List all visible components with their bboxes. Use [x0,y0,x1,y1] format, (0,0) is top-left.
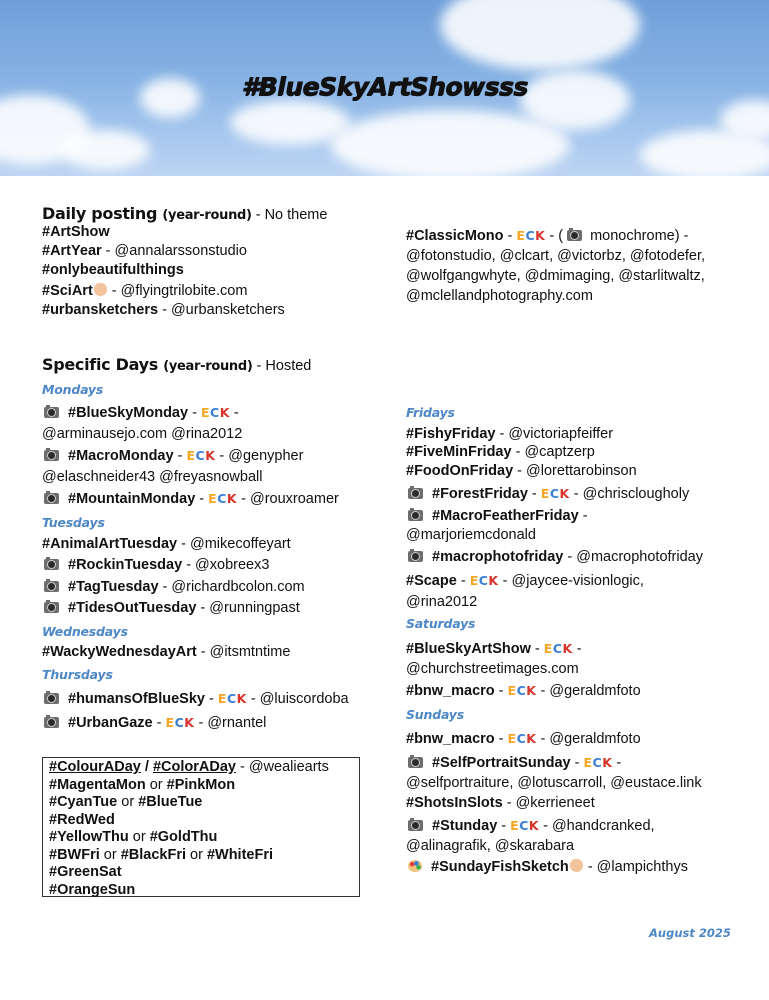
friday-item-fivemin [406,442,595,462]
separator: - [572,641,582,657]
tag-humansofbluesky: #humansOfBlueSky [68,691,205,707]
ecok-k: K [205,448,216,463]
host-text: - @macrophotofriday [563,549,703,565]
thursday-item-urbangaze [44,713,266,733]
wednesday-item-wacky [42,642,290,662]
saturday-item-bnw [406,681,641,701]
ecok-k: K [184,715,195,730]
monday-item-blueskymonday [44,403,239,423]
colour-a-day-box [42,757,360,897]
separator: - [570,755,584,771]
daily-heading-text: Daily posting [42,204,158,223]
camera-icon [44,559,59,570]
ecok-badge [508,731,537,746]
separator: - [612,755,622,771]
or-text: or [117,794,139,810]
separator: - [173,448,187,464]
tag-fishyfriday: #FishyFriday [406,426,496,442]
ecok-e: E [516,228,526,243]
hand-emoji-icon [94,283,107,296]
ecok-k: K [559,486,570,501]
tag-macrofeatherfriday: #MacroFeatherFriday [432,508,579,524]
monday-item-mountainmonday [44,489,339,509]
tag-tidesouttuesday: #TidesOutTuesday [68,600,197,616]
tag-blueskyartshow: #BlueSkyArtShow [406,641,531,657]
host-text: - @kerrieneet [502,795,595,811]
friday-scape-host2: @rina2012 [406,594,478,610]
tag-classicmono: #ClassicMono [406,228,504,244]
host-text: - @lorettarobinson [513,463,637,479]
sunday-item-selfportrait [408,753,621,773]
tag-forestfriday: #ForestFriday [432,486,528,502]
thursday-item-humans [44,689,349,709]
ecok-c: C [519,818,529,833]
specific-note: - Hosted [252,358,312,374]
separator: - [578,508,588,524]
sunday-item-stunday [408,816,655,836]
specific-qualifier: (year-round) [163,359,253,374]
camera-icon [44,693,59,704]
ecok-k: K [219,405,230,420]
palette-icon [408,860,422,872]
tag-goldthu: #GoldThu [149,829,218,845]
daily-item-urbansketchers [42,300,285,320]
tag-scape: #Scape [406,573,457,589]
footer-date: August 2025 [649,926,731,940]
separator: - [494,731,508,747]
page-title: #BlueSkyArtShowsss [241,72,528,101]
tag-mountainmonday: #MountainMonday [68,491,196,507]
tag-shotsinslots: #ShotsInSlots [406,795,503,811]
separator: - [188,405,201,421]
or-text: or [186,846,207,863]
friday-item-food [406,461,637,481]
host-text: - @genypher [215,448,304,464]
host-text: - @urbansketchers [158,302,285,318]
tag-cyantue: #CyanTue [49,794,118,810]
friday-feather-host: @marjoriemcdonald [406,527,536,543]
or-text: or [99,846,121,863]
ecok-e: E [186,448,196,463]
host-text: - @jaycee-visionlogic, [498,573,644,589]
tuesday-item-tidesout [44,598,300,618]
camera-icon [408,488,423,499]
friday-item-macrofeather [408,506,588,526]
separator: - [530,641,544,657]
classicmono-hosts-1: @fotonstudio, @clcart, @victorbz, @fotodefer, [406,248,706,264]
colour-line-2 [49,777,235,795]
tuesday-item-animalart [42,534,291,554]
slash: / [140,759,153,775]
camera-icon [44,581,59,592]
tag-onlybeautifulthings: #onlybeautifulthings [42,262,184,278]
hand-emoji-icon [570,859,583,872]
ecok-c: C [478,573,489,588]
separator: - [494,683,508,699]
separator: - [527,486,541,502]
sky-header-image [0,0,769,176]
classicmono-hosts-3: @mclellandphotography.com [406,288,593,304]
host-text: - @annalarssonstudio [101,243,247,259]
separator: - [195,491,209,507]
classicmono-pre: - ( [545,228,568,244]
tag-blueskymonday: #BlueSkyMonday [68,405,189,421]
or-text: or [128,829,150,845]
camera-icon [44,493,59,504]
host-text: - @captzerp [511,444,595,460]
ecok-k: K [535,228,546,243]
saturday-bsas-host: @churchstreetimages.com [406,661,579,677]
section-heading-daily [42,204,327,223]
sunday-item-bnw [406,729,641,749]
separator: - [497,818,511,834]
separator: - [503,228,517,244]
tag-animalarttuesday: #AnimalArtTuesday [42,536,178,552]
monday-bsm-hosts: @arminausejo.com @rina2012 [42,426,243,442]
camera-icon [408,510,423,521]
day-heading-wednesdays: Wednesdays [42,624,128,639]
tag-colouraday: #ColourADay [49,759,141,775]
ecok-e: E [208,491,218,506]
colour-line-6 [49,847,273,865]
ecok-badge [541,486,570,501]
daily-qualifier: (year-round) [162,208,252,223]
classicmono-line [406,226,688,246]
ecok-c: C [592,755,603,770]
ecok-k: K [526,683,537,698]
monday-item-macromonday [44,446,303,466]
host-text: - @wealiearts [235,759,329,775]
tag-rockintuesday: #RockinTuesday [68,557,183,573]
camera-icon [408,757,423,768]
ecok-c: C [226,691,237,706]
ecok-c: C [174,715,185,730]
ecok-badge [583,755,612,770]
tag-pinkmon: #PinkMon [166,776,236,793]
ecok-e: E [540,486,550,501]
ecok-c: C [217,491,227,506]
ecok-e: E [217,691,227,706]
tag-coloraday: #ColorADay [152,759,236,775]
ecok-k: K [236,691,247,706]
monday-macro-hosts: @elaschneider43 @freyasnowball [42,469,263,485]
ecok-badge [208,491,237,506]
separator: - [152,715,166,731]
ecok-c: C [195,448,206,463]
tag-wackywednesdayart: #WackyWednesdayArt [42,644,197,660]
ecok-e: E [510,818,520,833]
tag-whitefri: #WhiteFri [206,846,274,863]
tag-sundayfishsketch: #SundayFishSketch [431,859,569,875]
ecok-e: E [507,731,517,746]
colour-line-5 [49,829,217,847]
ecok-c: C [516,731,527,746]
host-text: - @richardbcolon.com [158,579,305,595]
friday-item-macrophoto [408,547,703,567]
day-heading-tuesdays: Tuesdays [42,515,105,530]
tag-redwed: #RedWed [49,811,115,828]
ecok-badge [186,448,215,463]
tag-sciart: #SciArt [42,283,93,299]
ecok-k: K [562,641,573,656]
friday-item-forest [408,484,689,504]
separator: - [229,405,239,421]
ecok-badge [218,691,247,706]
specific-heading-text: Specific Days [42,355,158,374]
host-text: - @runningpast [196,600,300,616]
day-heading-mondays: Mondays [42,382,104,397]
classicmono-desc: monochrome) - [586,228,689,244]
day-heading-saturdays: Saturdays [406,616,476,631]
tag-bnw-macro: #bnw_macro [406,683,495,699]
separator: - [205,691,218,707]
tag-yellowthu: #YellowThu [49,829,129,845]
ecok-e: E [543,641,553,656]
host-text: - @flyingtrilobite.com [107,283,248,299]
friday-item-fishy [406,424,613,444]
tag-stunday: #Stunday [432,818,498,834]
day-heading-fridays: Fridays [406,405,455,420]
host-text: - @handcranked, [539,818,655,834]
daily-item-sciart [42,281,247,301]
ecok-c: C [210,405,220,420]
camera-icon [408,551,423,562]
ecok-e: E [165,715,175,730]
day-heading-sundays: Sundays [406,707,464,722]
ecok-k: K [488,573,499,588]
ecok-badge [470,573,499,588]
ecok-c: C [552,641,563,656]
sunday-stunday-hosts: @alinagrafik, @skarabara [406,838,575,854]
section-heading-specific [42,355,311,374]
ecok-e: E [469,573,479,588]
tag-bnw-macro: #bnw_macro [406,731,495,747]
host-text: - @geraldmfoto [536,683,641,699]
ecok-k: K [226,491,238,506]
tag-urbansketchers: #urbansketchers [42,302,159,318]
ecok-c: C [516,683,527,698]
daily-item-artyear [42,241,247,261]
ecok-badge [201,405,230,420]
friday-item-scape [406,571,644,591]
tag-bwfri: #BWFri [49,846,100,863]
host-text: - @geraldmfoto [536,731,641,747]
tag-tagtuesday: #TagTuesday [68,579,159,595]
tag-greensat: #GreenSat [49,864,122,880]
camera-icon [44,602,59,613]
camera-icon [567,230,582,241]
tag-blackfri: #BlackFri [120,846,186,863]
colour-line-1 [49,759,329,777]
host-text: - @luiscordoba [246,691,349,707]
host-text: - @rnantel [194,715,267,731]
ecok-k: K [526,731,537,746]
tag-orangesun: #OrangeSun [49,881,136,898]
host-text: - @itsmtntime [196,644,291,660]
camera-icon [44,407,59,418]
host-text: - @chrisclougholy [569,486,690,502]
ecok-badge [510,818,539,833]
ecok-k: K [602,755,613,770]
ecok-badge [508,683,537,698]
host-text: - @victoriapfeiffer [495,426,614,442]
sunday-selfp-hosts: @selfportraiture, @lotuscarroll, @eustace.link [406,775,702,791]
camera-icon [408,820,423,831]
host-text: - @xobreex3 [182,557,270,573]
ecok-c: C [525,228,536,243]
or-text: or [145,776,167,793]
ecok-c: C [549,486,560,501]
colour-line-3 [49,794,202,812]
tag-macromonday: #MacroMonday [68,448,174,464]
tag-fiveminfriday: #FiveMinFriday [406,444,512,460]
tag-bluetue: #BlueTue [138,794,203,810]
tag-magentamon: #MagentaMon [49,776,146,793]
day-heading-thursdays: Thursdays [42,667,113,682]
tuesday-item-tagtuesday [44,577,305,597]
classicmono-hosts-2: @wolfgangwhyte, @dmimaging, @starlitwaltz, [406,268,705,284]
tag-selfportraitsunday: #SelfPortraitSunday [432,755,571,771]
tag-urbangaze: #UrbanGaze [68,715,153,731]
host-text: - @rouxroamer [237,491,339,507]
daily-note: - No theme [251,207,328,223]
ecok-k: K [528,818,540,833]
sunday-item-fishsketch [408,857,688,877]
host-text: - @lampichthys [583,859,688,875]
camera-icon [44,450,59,461]
saturday-item-bsas [406,639,582,659]
tag-artshow: #ArtShow [42,224,110,240]
tag-foodonfriday: #FoodOnFriday [406,463,514,479]
ecok-e: E [583,755,593,770]
tag-artyear: #ArtYear [42,243,102,259]
ecok-badge [166,715,195,730]
separator: - [456,573,470,589]
tag-macrophotofriday: #macrophotofriday [432,549,564,565]
ecok-badge [544,641,573,656]
ecok-badge [516,228,545,243]
host-text: - @mikecoffeyart [177,536,291,552]
ecok-e: E [507,683,517,698]
tuesday-item-rockin [44,555,269,575]
camera-icon [44,717,59,728]
sunday-item-shotsinslots [406,793,595,813]
ecok-e: E [200,405,211,420]
